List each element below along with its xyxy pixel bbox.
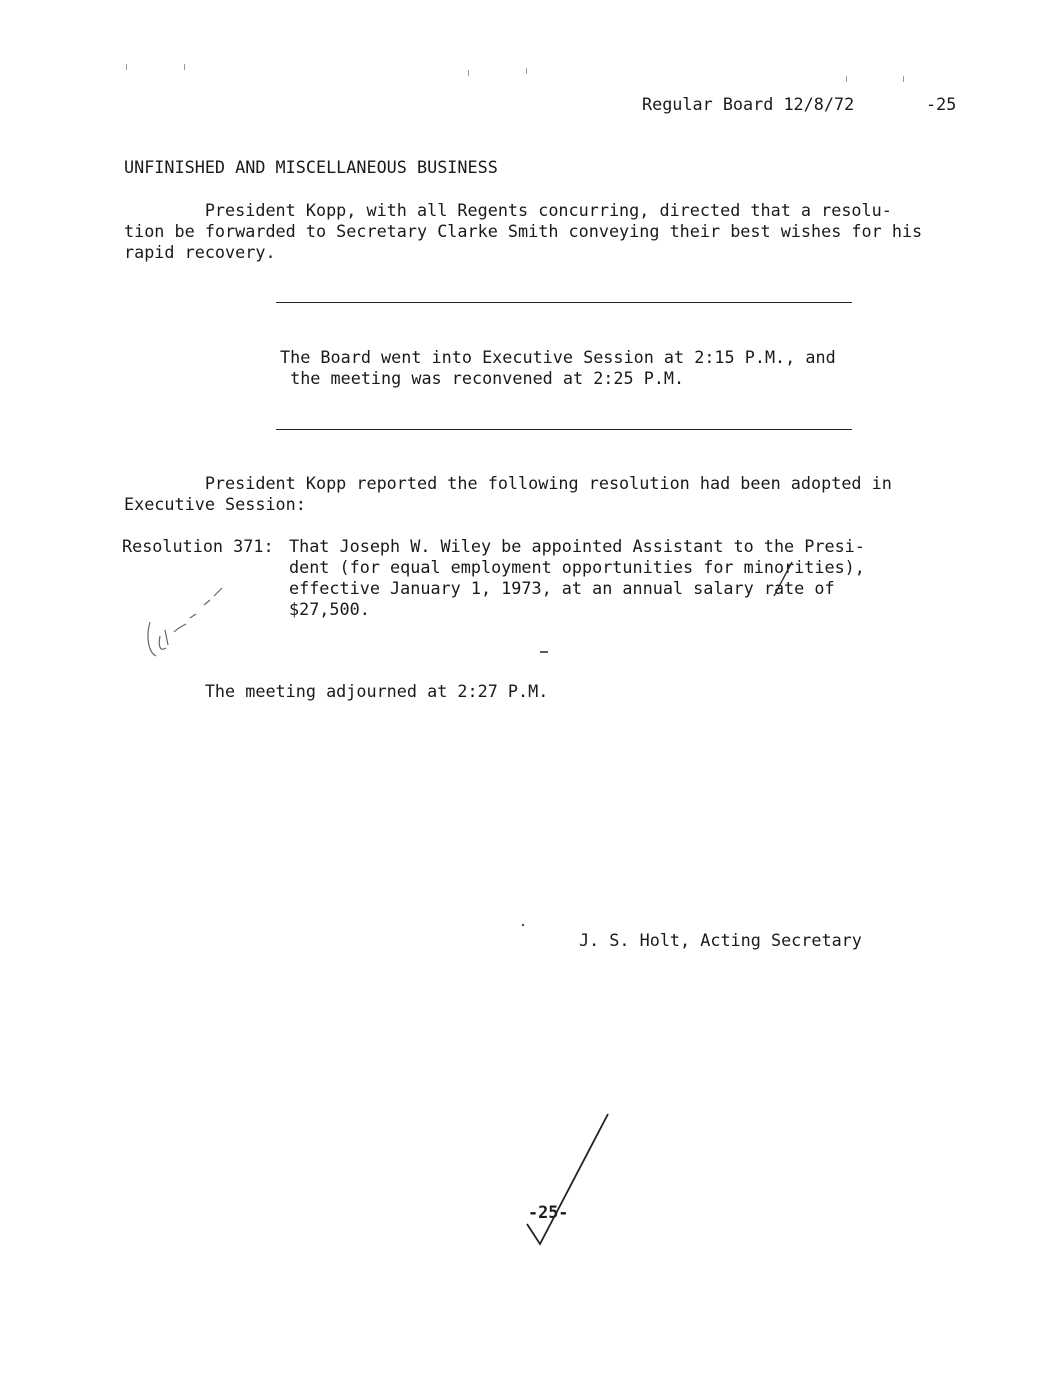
resolution-line: effective January 1, 1973, at an annual salary rate of (289, 578, 835, 598)
signature-line: J. S. Holt, Acting Secretary (579, 930, 862, 950)
resolution-line: That Joseph W. Wiley be appointed Assistant to the Presi- (289, 536, 865, 556)
executive-session-line: the meeting was reconvened at 2:25 P.M. (280, 368, 685, 388)
correction-slash (774, 562, 792, 596)
footer-page-number: -25- (528, 1202, 569, 1222)
paragraph-line: President Kopp, with all Regents concurring, directed that a resolu- (124, 200, 892, 220)
paragraph-line: tion be forwarded to Secretary Clarke Smith conveying their best wishes for his (124, 221, 923, 241)
executive-session-line: The Board went into Executive Session at 2:15 P.M., and (280, 347, 836, 367)
header-page-ref: -25 (926, 94, 957, 114)
adjourned-line: The meeting adjourned at 2:27 P.M. (124, 681, 549, 701)
paragraph-line: rapid recovery. (124, 242, 276, 262)
margin-scribble (148, 588, 222, 656)
header-title: Regular Board 12/8/72 (642, 94, 855, 114)
section-heading: UNFINISHED AND MISCELLANEOUS BUSINESS (124, 157, 498, 177)
ink-speck (522, 924, 524, 926)
check-mark (527, 1114, 608, 1244)
resolution-line: $27,500. (289, 599, 370, 619)
resolution-line: dent (for equal employment opportunities for minorities), (289, 557, 865, 577)
paragraph-line: President Kopp reported the following resolution had been adopted in (124, 473, 892, 493)
paragraph-line: Executive Session: (124, 494, 306, 514)
resolution-label: Resolution 371: (122, 536, 274, 556)
